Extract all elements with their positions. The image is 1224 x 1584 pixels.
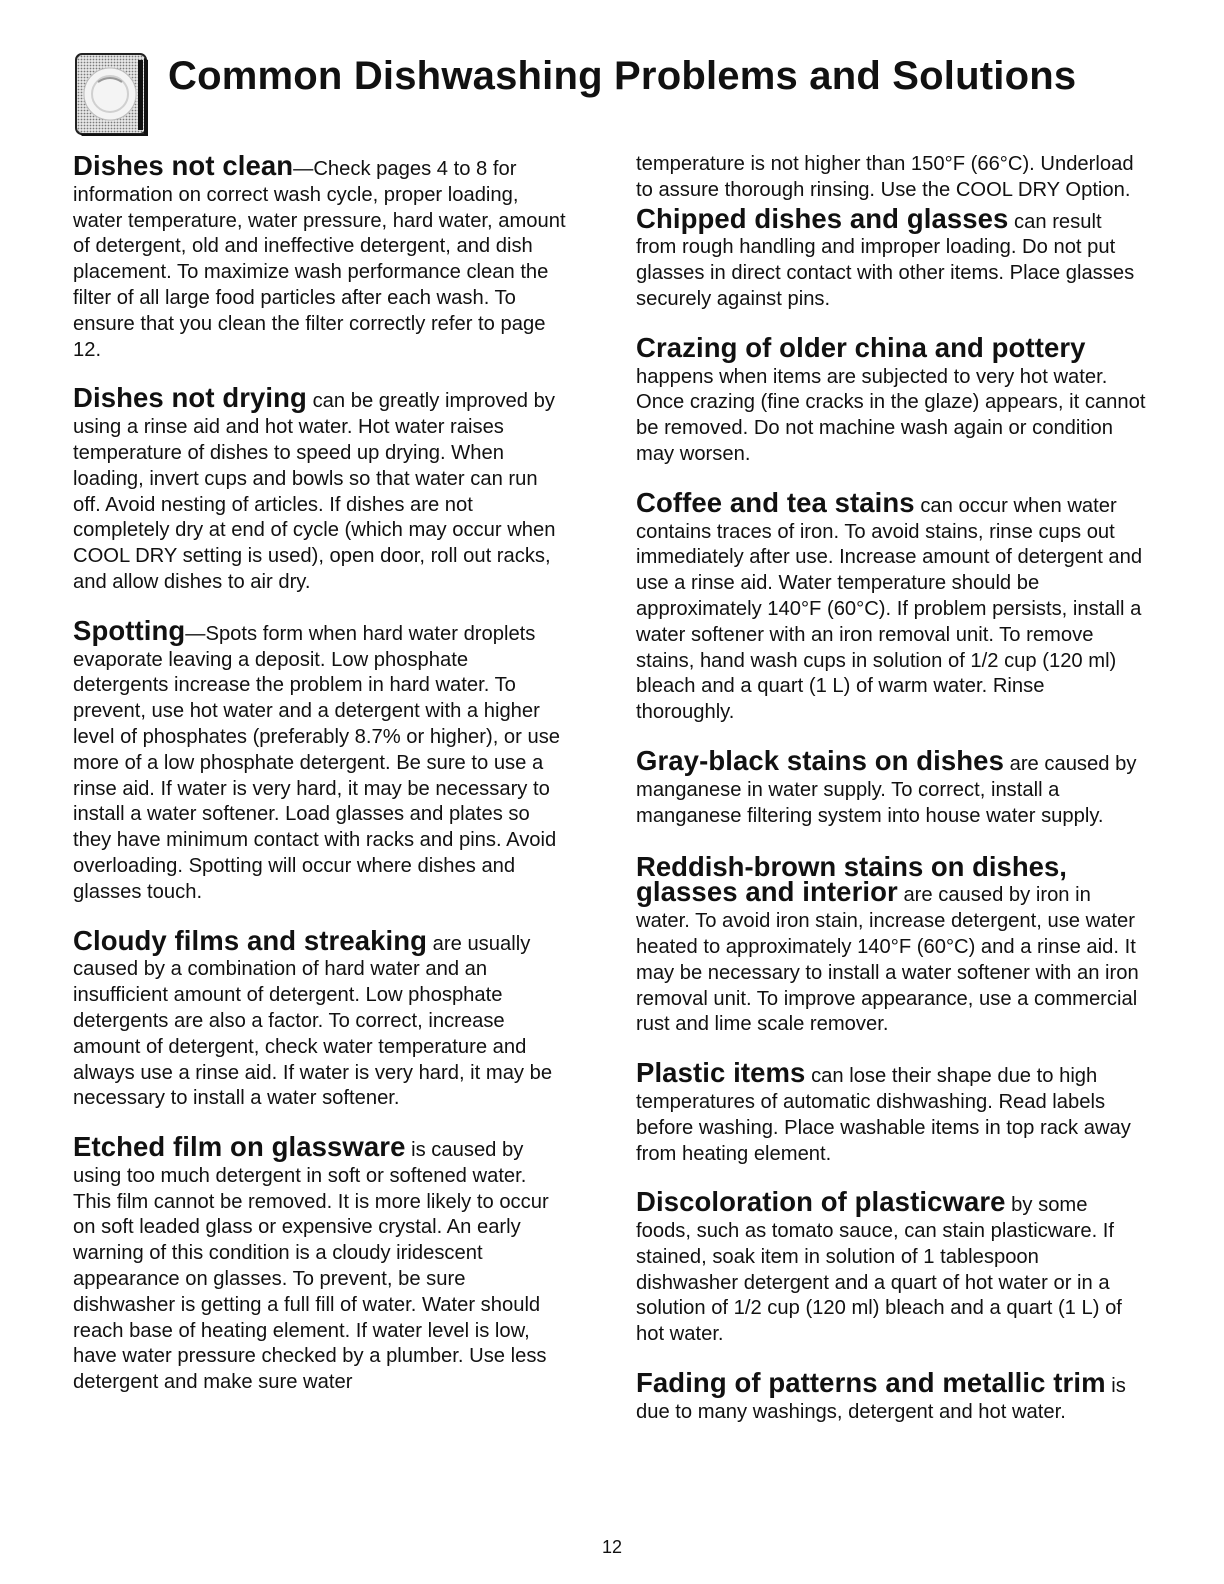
section-body: using too much detergent in soft or softened water. This film cannot be removed. It is more likely to occur on soft leaded glass or expensive crystal. An early warning of this condition is a cloudy iridescent appearance on glasses. To prevent, be sure dishwasher is getting a full fill of water. Water should reach base of heating element. If water level is low, have water pressure checked by a plumber. Use less detergent and make sure water (73, 1164, 549, 1394)
section-heading: Cloudy films and streaking (73, 924, 428, 956)
section-body: happens when items are subjected to very hot water. Once crazing (fine cracks in the glaze) appears, it cannot be removed. Do not machine wash again or condition may worsen. (636, 365, 1146, 465)
section-heading: Plastic items (636, 1057, 806, 1089)
section-fading-patterns (636, 1367, 1146, 1426)
section-dishes-not-drying (73, 382, 568, 595)
section-coffee-tea-stains (636, 486, 1146, 726)
section-lead: can occur when (920, 494, 1062, 517)
section-lead: are usually (432, 932, 531, 955)
section-heading: Coffee and tea stains (636, 486, 915, 518)
section-lead: can lose their shape due to high (811, 1065, 1098, 1088)
section-lead: can result (1014, 210, 1102, 233)
right-column (636, 152, 1146, 1426)
section-heading: Dishes not drying (73, 382, 307, 414)
page-title: Common Dishwashing Problems and Solutions (168, 54, 1077, 98)
section-heading: Fading of patterns and metallic trim (636, 1367, 1106, 1399)
section-heading: glasses and interior (636, 876, 898, 908)
section-spotting: Spotting—Spots form when hard water droplets evaporate leaving a deposit. Low phosphate detergents increase the problem in hard water. To prevent, use hot water and a detergent with a higher level of phosphates (preferably 8.7% or higher), or use more of a low phosphate detergent. Be sure to use a rinse aid. If water is very hard, it may be necessary to install a water softener. Load glasses and plates so they have minimum contact with racks and pins. Avoid overloading. Spotting will occur where dishes and glasses touch. (73, 614, 561, 903)
section-lead: Check pages 4 to 8 for (313, 158, 517, 180)
section-heading: Crazing of older china and pottery (636, 331, 1086, 363)
section-crazing (636, 331, 1146, 468)
section-cloudy-films (73, 924, 568, 1113)
section-gray-black-stains (636, 744, 1146, 829)
section-lead: can be greatly improved (312, 390, 529, 413)
section-body: caused by a combination of hard water and an insufficient amount of detergent. Low phosphate detergents are also a factor. To correct, increase amount of detergent, check water temperature and always use a rinse aid. If water is very hard, it may be necessary to install a water softener. (73, 958, 553, 1110)
section-etched-film-continued (636, 152, 1146, 204)
section-heading: Etched film on glassware (73, 1131, 406, 1163)
section-discoloration-plasticware (636, 1186, 1146, 1348)
section-body: information on correct wash cycle, proper loading, water temperature, water pressure, hard water, amount of detergent, old and ineffective detergent, and dish placement. To maximize wash performance clean the filter of all large food particles after each wash. To ensure that you clean the filter correctly refer to page 12. (73, 183, 566, 361)
left-column (73, 150, 568, 1396)
section-body: water. To avoid iron stain, increase detergent, use water heated to approximately 140°F (60°C) and a rinse aid. It may be necessary to install a water softener with an iron removal unit. To improve appearance, use a commercial rust and lime scale remover. (636, 910, 1139, 1036)
section-heading: Spotting (73, 614, 186, 646)
section-body: droplets evaporate leaving a deposit. Low phosphate detergents increase the problem in hard water. To prevent, use hot water and a detergent with a higher level of phosphates (preferably 8.7% or higher), or use more of a low phosphate detergent. Be sure to use a rinse aid. If water is very hard, it may be necessary to install a water softener. Load glasses and plates so they have minimum contact with racks and pins. Avoid overloading. Spotting will occur where dishes and glasses touch. (73, 622, 561, 903)
section-lead: Spots form when hard water (205, 622, 458, 645)
section-reddish-brown-stains (636, 853, 1146, 1038)
section-chipped-dishes (636, 202, 1146, 313)
section-body: water contains traces of iron. To avoid stains, rinse cups out immediately after use. Increase amount of detergent and use a rinse aid. Water temperature should be approximately 140°F (60°C). If problem persists, install a water softener with an iron removal unit. To remove stains, hand wash cups in solution of 1/2 cup (120 ml) bleach and a quart (1 L) of warm water. Rinse thoroughly. (636, 494, 1143, 724)
section-body: by using a rinse aid and hot water. Hot water raises temperature of dishes to speed up drying. When loading, invert cups and bowls so that water can run off. Avoid nesting of articles. If dishes are not completely dry at end of cycle (which may occur when COOL DRY setting is used), open door, roll out racks, and allow dishes to air dry. (73, 390, 556, 593)
section-body: by manganese in water supply. To correct, install a manganese filtering system into house water supply. (636, 752, 1137, 827)
section-dishes-not-clean: Dishes not clean—Check pages 4 to 8 for information on correct wash cycle, proper loading, water temperature, water pressure, hard water, amount of detergent, old and ineffective detergent, and dish placement. To maximize wash performance clean the filter of all large food particles after each wash. To ensure that you clean the filter correctly refer to page 12. (73, 150, 566, 361)
section-heading: Gray-black stains on dishes (636, 744, 1004, 776)
section-body: is due to many washings, detergent and hot water. (636, 1375, 1126, 1423)
section-lead: by some (1011, 1194, 1088, 1217)
section-body: foods, such as tomato sauce, can stain plasticware. If stained, soak item in solution of 1 tablespoon dishwasher detergent and a quart of hot water or in a solution of 1/2 cup (120 ml) bleach and a quart (1 L) of hot water. (636, 1220, 1122, 1346)
section-plastic-items (636, 1057, 1146, 1167)
section-heading: Chipped dishes and glasses (636, 202, 1009, 234)
section-body: temperatures of automatic dishwashing. Read labels before washing. Place washable items in top rack away from heating element. (636, 1090, 1131, 1165)
section-lead: are caused by iron in (903, 884, 1091, 907)
section-body: from rough handling and improper loading. Do not put glasses in direct contact with other items. Place glasses securely against pins. (636, 236, 1135, 310)
page-header (70, 40, 1170, 140)
section-heading: Discoloration of plasticware (636, 1186, 1006, 1218)
dishwasher-logo-icon (74, 52, 152, 138)
section-heading-line1: Reddish-brown stains on dishes, (636, 851, 1067, 883)
section-lead: are caused (1009, 752, 1110, 775)
section-body: temperature is not higher than 150°F (66°C). Underload to assure thorough rinsing. Use the COOL DRY Option. (636, 153, 1134, 201)
section-heading: Dishes not clean (73, 150, 294, 181)
section-etched-film (73, 1131, 568, 1396)
section-lead: is caused by (411, 1139, 524, 1162)
page-number: 12 (601, 1537, 623, 1557)
